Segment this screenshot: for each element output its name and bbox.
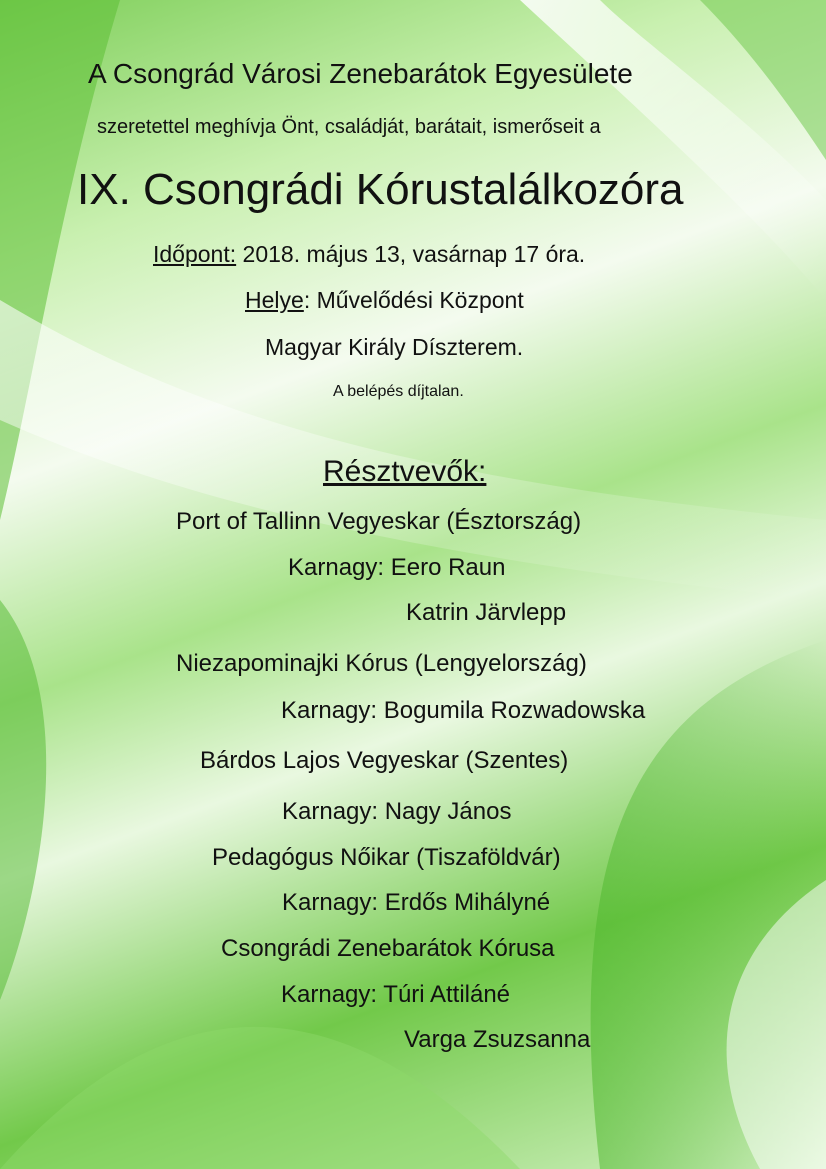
participant-line: Katrin Järvlepp bbox=[406, 599, 567, 626]
participant-line: Karnagy: Eero Raun bbox=[288, 554, 506, 581]
participant-line: Csongrádi Zenebarátok Kórusa bbox=[221, 935, 555, 962]
event-title: IX. Csongrádi Kórustalálkozóra bbox=[77, 165, 684, 214]
participant-line: Karnagy: Nagy János bbox=[282, 798, 512, 825]
time-value: 2018. május 13, vasárnap 17 óra. bbox=[236, 241, 586, 267]
participant-line: Niezapominajki Kórus (Lengyelország) bbox=[176, 650, 587, 677]
participant-line: Karnagy: Bogumila Rozwadowska bbox=[281, 697, 646, 724]
place-line-2: Magyar Király Díszterem. bbox=[265, 334, 524, 360]
time-label: Időpont: bbox=[153, 241, 237, 267]
time-line bbox=[153, 241, 585, 268]
participants-heading: Résztvevők: bbox=[323, 455, 487, 488]
participant-line: Bárdos Lajos Vegyeskar (Szentes) bbox=[200, 747, 569, 774]
participant-line: Karnagy: Erdős Mihályné bbox=[282, 889, 551, 916]
invitation-text: szeretettel meghívja Önt, családját, barátait, ismerőseit a bbox=[97, 116, 601, 138]
place-value: : Művelődési Központ bbox=[303, 287, 524, 313]
participant-line: Karnagy: Túri Attiláné bbox=[281, 981, 511, 1008]
place-line bbox=[245, 287, 524, 314]
place-label: Helye bbox=[245, 287, 304, 313]
entry-note: A belépés díjtalan. bbox=[333, 383, 464, 400]
participant-line: Pedagógus Nőikar (Tiszaföldvár) bbox=[212, 844, 561, 871]
organizer-name: A Csongrád Városi Zenebarátok Egyesülete bbox=[88, 58, 633, 89]
participant-line: Varga Zsuzsanna bbox=[404, 1026, 591, 1053]
participant-line: Port of Tallinn Vegyeskar (Észtország) bbox=[176, 508, 582, 535]
